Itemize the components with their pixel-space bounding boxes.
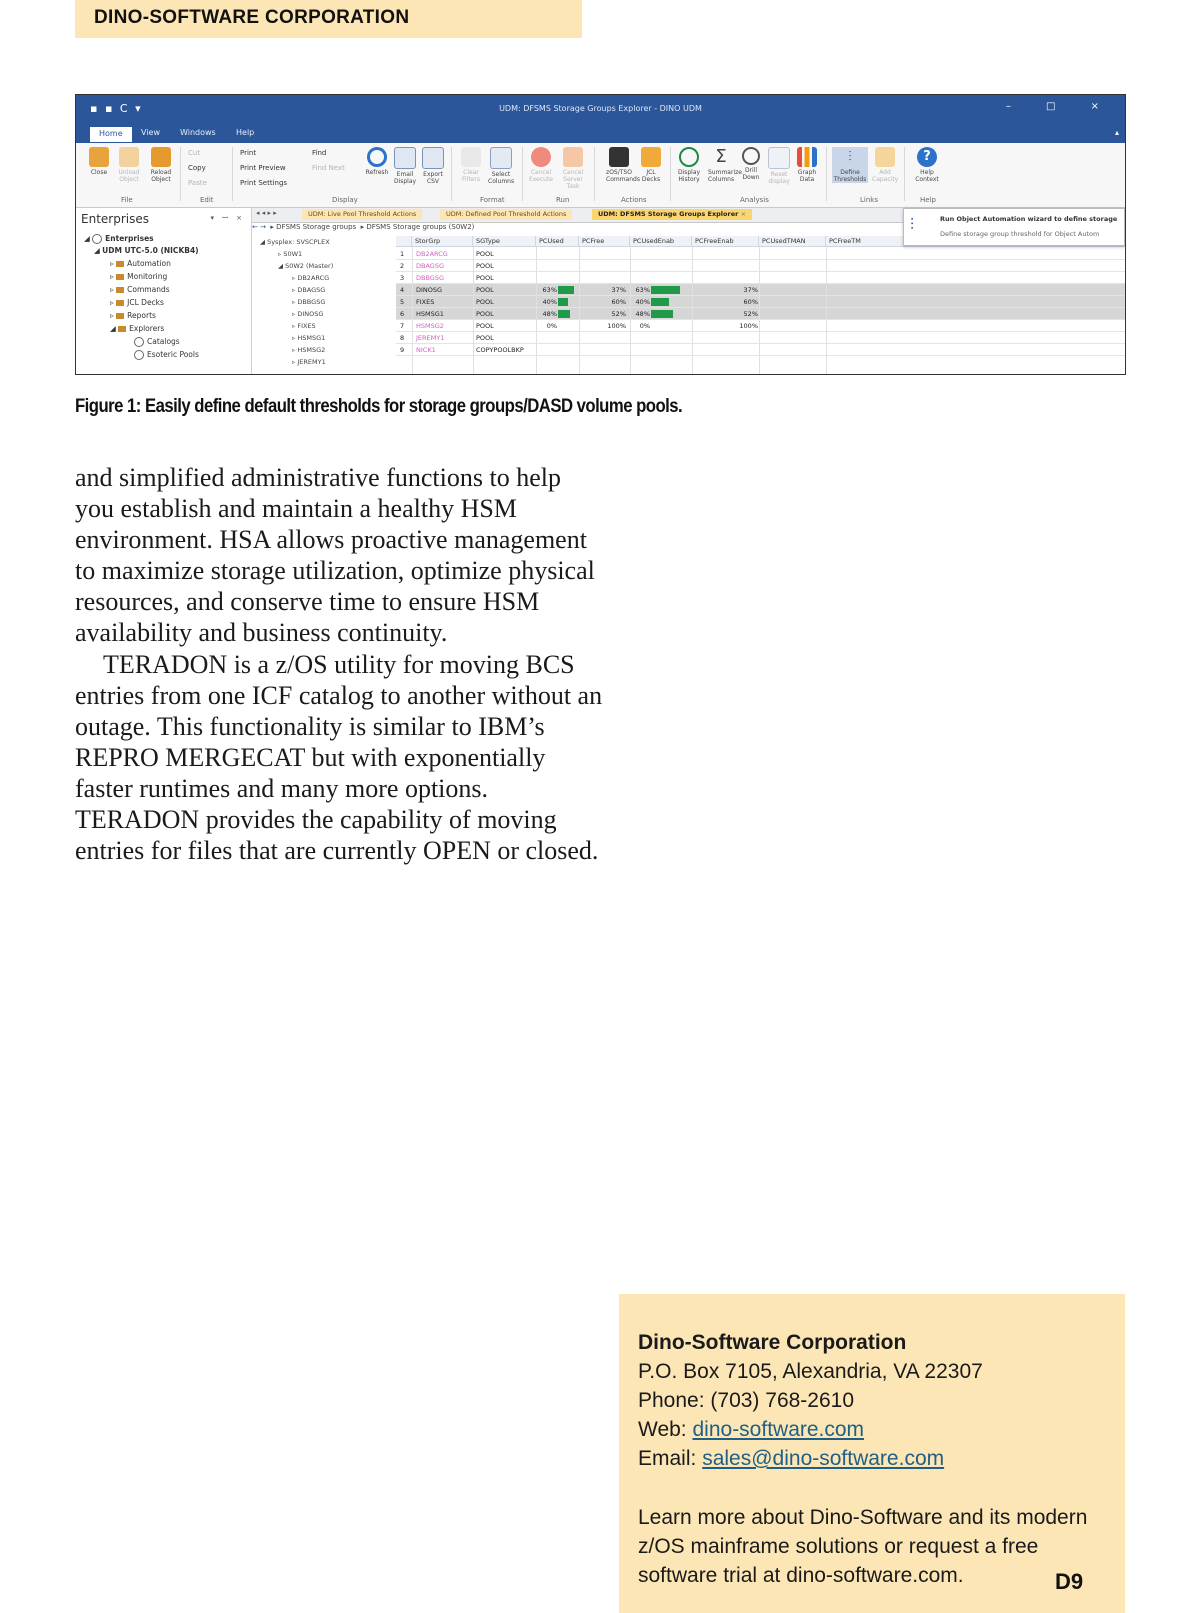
tree-node[interactable]: ▹ FIXES: [292, 322, 316, 330]
cell-storgrp: FIXES: [416, 298, 435, 306]
cell-pcfree: 60%: [611, 298, 626, 306]
row-number: 8: [400, 334, 405, 342]
contact-address: P.O. Box 7105, Alexandria, VA 22307: [638, 1360, 983, 1383]
tab-defined-pool-threshold[interactable]: UDM: Defined Pool Threshold Actions: [440, 209, 572, 220]
pcused-bar: [558, 298, 568, 306]
tree-node[interactable]: ▹ Automation: [110, 259, 171, 268]
grid-line: [630, 247, 631, 374]
cancel-server-task-button[interactable]: Cancel Server Task: [560, 147, 586, 190]
row-number: 5: [400, 298, 405, 306]
menu-bar: [76, 125, 1125, 143]
cell-storgrp: DBAGSG: [416, 262, 444, 270]
sigma-icon: Σ: [715, 146, 727, 167]
table-row[interactable]: [396, 260, 1125, 272]
divider: [826, 147, 827, 201]
divider: [451, 147, 452, 201]
cell-sgtype: POOL: [476, 262, 494, 270]
jcl-decks-button[interactable]: JCL Decks: [638, 147, 664, 183]
reload-icon: [151, 147, 171, 167]
tab-nav-arrows[interactable]: ◂ ◂ ▸ ▸: [256, 209, 277, 217]
reload-object-button[interactable]: Reload Object: [148, 147, 174, 183]
tree-node[interactable]: ▹ Commands: [110, 285, 170, 294]
graph-data-button[interactable]: Graph Data: [794, 147, 820, 183]
cell-pcfreeenab: 60%: [743, 298, 758, 306]
email-label: Email:: [638, 1447, 697, 1470]
column-header[interactable]: SGType: [473, 236, 536, 247]
row-number: 1: [400, 250, 405, 258]
pane-controls[interactable]: ▾ ꟷ ×: [210, 214, 245, 222]
tab-storage-groups-explorer[interactable]: UDM: DFSMS Storage Groups Explorer ×: [592, 209, 752, 220]
tree-node[interactable]: ▹ DBBGSG: [292, 298, 326, 306]
web-label: Web:: [638, 1418, 687, 1441]
export-icon: [422, 147, 444, 169]
figure-screenshot: [75, 94, 1126, 375]
zoom-icon: [742, 147, 760, 165]
sliders-icon: ⫶: [848, 149, 852, 165]
group-label-actions: Actions: [621, 196, 647, 204]
pcused-bar: [558, 286, 574, 294]
row-number: 7: [400, 322, 405, 330]
cell-sgtype: POOL: [476, 310, 494, 318]
tree-node[interactable]: ◢ Sysplex: SVSCPLEX: [260, 238, 330, 246]
window-titlebar: [76, 95, 1125, 125]
grid-line: [759, 247, 760, 374]
add-capacity-button[interactable]: Add Capacity: [872, 147, 898, 183]
cell-pcusedenab: 0%: [639, 322, 650, 330]
table-row[interactable]: [396, 272, 1125, 284]
row-number: 3: [400, 274, 405, 282]
group-label-analysis: Analysis: [740, 196, 769, 204]
divider: [594, 147, 595, 201]
cell-sgtype: POOL: [476, 298, 494, 306]
cell-pcused: 0%: [546, 322, 557, 330]
table-row[interactable]: [396, 332, 1125, 344]
breadcrumb-item[interactable]: DFSMS Storage groups: [276, 223, 357, 231]
cell-pcused: 63%: [542, 286, 557, 294]
pcusedenab-bar: [651, 286, 680, 294]
tree-node[interactable]: ▹ DINOSG: [292, 310, 324, 318]
cell-pcfreeenab: 37%: [743, 286, 758, 294]
print-button[interactable]: Print: [240, 149, 257, 157]
folder-icon: [118, 326, 126, 332]
window-controls[interactable]: – □ ×: [1005, 101, 1115, 112]
capacity-icon: [875, 147, 895, 167]
divider: [904, 147, 905, 201]
contact-email-line: [638, 1444, 983, 1473]
tree-node[interactable]: ◢ Explorers: [110, 324, 165, 333]
group-label-edit: Edit: [200, 196, 214, 204]
contact-company: Dino-Software Corporation: [638, 1331, 907, 1354]
pcusedenab-bar: [651, 298, 669, 306]
cell-storgrp: DB2ARCG: [416, 250, 448, 258]
tab-home[interactable]: Home: [90, 127, 132, 142]
cell-sgtype: POOL: [476, 286, 494, 294]
cell-sgtype: COPYPOOLBKP: [476, 346, 524, 354]
tree-node[interactable]: ◢ Enterprises: [84, 234, 154, 243]
grid-line: [412, 247, 413, 374]
tooltip-description: Define storage group threshold for Object Autom: [940, 230, 1100, 238]
column-header[interactable]: PCFreeTM: [826, 236, 1125, 247]
cell-storgrp: JEREMY1: [416, 334, 445, 342]
header-band: [75, 0, 582, 38]
article-body: [75, 462, 605, 866]
copy-button[interactable]: Copy: [188, 164, 206, 172]
phone-label: Phone:: [638, 1389, 705, 1412]
cell-storgrp: NICK1: [416, 346, 436, 354]
columns-icon: [490, 147, 512, 169]
web-link[interactable]: dino-software.com: [692, 1418, 865, 1441]
column-header[interactable]: StorGrp: [412, 236, 473, 247]
print-preview-button[interactable]: Print Preview: [240, 164, 286, 172]
back-forward-icon[interactable]: ← →: [252, 223, 266, 231]
tree-node[interactable]: ◢ UDM UTC-5.0 (NICKB4): [94, 246, 199, 255]
collapse-ribbon-icon[interactable]: ▴: [1114, 128, 1119, 137]
pcusedenab-bar: [651, 310, 673, 318]
divider: [232, 147, 233, 201]
folder-icon: [116, 300, 124, 306]
help-icon: ?: [917, 147, 937, 167]
cell-pcfreeenab: 100%: [739, 322, 758, 330]
column-header[interactable]: PCUsed: [536, 236, 579, 247]
export-csv-button[interactable]: Export CSV: [420, 147, 446, 185]
cell-sgtype: POOL: [476, 334, 494, 342]
quick-access-toolbar[interactable]: ▪ ▪ C ▾: [90, 102, 143, 115]
cancel-task-icon: [563, 147, 583, 167]
column-header[interactable]: PCFreeEnab: [692, 236, 759, 247]
window-title: UDM: DFSMS Storage Groups Explorer - DINO UDM: [499, 104, 702, 113]
tab-windows[interactable]: Windows: [180, 128, 216, 137]
contact-web-line: [638, 1415, 983, 1444]
cell-sgtype: POOL: [476, 322, 494, 330]
folder-icon: [116, 261, 124, 267]
close-folder-icon: [89, 147, 109, 167]
display-history-button[interactable]: Display History: [676, 147, 702, 183]
find-next-button[interactable]: Find Next: [312, 164, 345, 172]
cancel-icon: [531, 147, 551, 167]
cell-storgrp: HSMSG1: [416, 310, 444, 318]
folder-icon: [116, 313, 124, 319]
paste-button[interactable]: Paste: [188, 179, 207, 187]
cell-storgrp: DINOSG: [416, 286, 443, 294]
select-columns-button[interactable]: Select Columns: [488, 147, 514, 185]
history-icon: [679, 147, 699, 167]
divider: [180, 147, 181, 201]
zos-tso-commands-button[interactable]: zOS/TSO Commands: [606, 147, 632, 183]
breadcrumb-item[interactable]: DFSMS Storage groups (S0W2): [366, 223, 475, 231]
pcused-bar: [558, 310, 570, 318]
column-header[interactable]: PCFree: [579, 236, 630, 247]
row-number: 9: [400, 346, 405, 354]
row-number: 6: [400, 310, 405, 318]
folder-icon: [116, 287, 124, 293]
row-number: 4: [400, 286, 405, 294]
globe-icon: [134, 337, 144, 347]
grid-line: [826, 247, 827, 374]
storage-group-tree: [252, 236, 394, 374]
tree-node[interactable]: ▹ DBAGSG: [292, 286, 326, 294]
table-row[interactable]: [396, 296, 1125, 308]
table-row[interactable]: [396, 248, 1125, 260]
cell-sgtype: POOL: [476, 250, 494, 258]
sliders-icon: ⫶: [910, 215, 915, 234]
tab-live-pool-threshold[interactable]: UDM: Live Pool Threshold Actions: [302, 209, 422, 220]
company-header: DINO-SOFTWARE CORPORATION: [94, 7, 410, 28]
divider: [670, 147, 671, 201]
print-settings-button[interactable]: Print Settings: [240, 179, 288, 187]
help-context-button[interactable]: ? Help Context: [915, 149, 939, 183]
email-display-button[interactable]: Email Display: [392, 147, 418, 185]
terminal-icon: [609, 147, 629, 167]
refresh-icon: [367, 147, 387, 167]
cell-storgrp: HSMSG2: [416, 322, 444, 330]
cell-pcusedenab: 40%: [635, 298, 650, 306]
tree-node[interactable]: ▹ JCL Decks: [110, 298, 164, 307]
tree-node[interactable]: ▹ JEREMY1: [292, 358, 326, 366]
phone-number: (703) 768-2610: [710, 1389, 855, 1412]
grid-line: [473, 247, 474, 374]
group-label-links: Links: [860, 196, 878, 204]
ribbon: [76, 143, 1125, 208]
close-tab-icon[interactable]: ×: [740, 210, 747, 218]
grid-line: [536, 247, 537, 374]
cell-pcusedenab: 48%: [635, 310, 650, 318]
paragraph: and simplified administrative functions to help you establish and maintain a healthy HSM environment. HSA allows proactive management to maximize storage utilization, optimize physical resources, and conserve time to ensure HSM availability and business continuity.: [75, 463, 595, 648]
column-header[interactable]: PCUsedEnab: [630, 236, 692, 247]
reset-icon: [768, 147, 790, 169]
cell-pcfree: 52%: [611, 310, 626, 318]
grid-line: [692, 247, 693, 374]
tooltip-title: Run Object Automation wizard to define storage: [940, 215, 1118, 223]
contact-blurb: Learn more about Dino-Software and its modern z/OS mainframe solutions or request a free software trial at dino-software.com.: [638, 1506, 1088, 1587]
contact-box: [619, 1294, 1125, 1613]
tab-help[interactable]: Help: [236, 128, 255, 137]
figure-caption: Figure 1: Easily define default thresholds for storage groups/DASD volume pools.: [75, 396, 683, 417]
unload-icon: [119, 147, 139, 167]
tree-node[interactable]: ▹ HSMSG1: [292, 334, 326, 342]
breadcrumb: ← → ▸ DFSMS Storage groups ▸ DFSMS Storage groups (S0W2): [252, 223, 475, 231]
storage-groups-grid: [396, 236, 1125, 374]
cell-pcused: 48%: [542, 310, 557, 318]
cell-pcfree: 100%: [607, 322, 626, 330]
drill-down-button[interactable]: Drill Down: [738, 147, 764, 181]
bar-chart-icon: [797, 147, 817, 167]
group-label-format: Format: [480, 196, 505, 204]
tab-view[interactable]: View: [141, 128, 160, 137]
cut-button[interactable]: Cut: [188, 149, 201, 157]
table-row[interactable]: [396, 284, 1125, 296]
tree-node[interactable]: ▹ S0W1: [278, 250, 303, 258]
cell-pcfree: 37%: [611, 286, 626, 294]
cell-storgrp: DBBGSG: [416, 274, 445, 282]
cell-pcused: 40%: [542, 298, 557, 306]
table-row[interactable]: [396, 344, 1125, 356]
find-button[interactable]: Find: [312, 149, 327, 157]
tree-node[interactable]: Catalogs: [134, 337, 180, 347]
tree-node[interactable]: ▹ HSMSG2: [292, 346, 326, 354]
group-label-help: Help: [920, 196, 936, 204]
filter-icon: [461, 147, 481, 167]
group-label-run: Run: [556, 196, 570, 204]
group-label-file: File: [121, 196, 133, 204]
row-number-header: [396, 236, 412, 247]
cell-pcusedenab: 63%: [635, 286, 650, 294]
define-thresholds-button[interactable]: ⫶ Define Thresholds: [833, 149, 867, 183]
group-label-display: Display: [332, 196, 358, 204]
define-thresholds-tooltip: [903, 208, 1125, 246]
clear-filters-button[interactable]: Clear Filters: [458, 147, 484, 183]
folder-icon: [116, 274, 124, 280]
row-number: 2: [400, 262, 405, 270]
tree-node[interactable]: ▹ Reports: [110, 311, 156, 320]
refresh-button[interactable]: Refresh: [364, 147, 390, 176]
table-row[interactable]: [396, 320, 1125, 332]
tree-node[interactable]: ◢ S0W2 (Master): [278, 262, 334, 270]
table-row[interactable]: [396, 308, 1125, 320]
globe-icon: [92, 234, 102, 244]
jcl-icon: [641, 147, 661, 167]
contact-phone-line: [638, 1386, 983, 1415]
page-number: D9: [1055, 1569, 1084, 1594]
globe-icon: [134, 350, 144, 360]
cell-sgtype: POOL: [476, 274, 494, 282]
cancel-execute-button[interactable]: Cancel Execute: [528, 147, 554, 183]
enterprises-pane: [76, 208, 252, 374]
tree-node[interactable]: ▹ Monitoring: [110, 272, 168, 281]
tree-node[interactable]: ▹ DB2ARCG: [292, 274, 330, 282]
pane-title: Enterprises: [81, 212, 149, 226]
email-link[interactable]: sales@dino-software.com: [702, 1447, 945, 1470]
column-header[interactable]: PCUsedTMAN: [759, 236, 826, 247]
grid-line: [579, 247, 580, 374]
tree-node[interactable]: Esoteric Pools: [134, 350, 199, 360]
close-button[interactable]: Close: [86, 147, 112, 176]
paragraph: TERADON is a z/OS utility for moving BCS entries from one ICF catalog to another without an outage. This functionality is similar to IBM’s REPRO MERGECAT but with exponentially faster runtimes and many more options. TERADON provides the capability of moving entries for files that are currently OPEN or closed.: [75, 649, 603, 866]
unload-object-button[interactable]: Unload Object: [116, 147, 142, 183]
reset-display-button[interactable]: Reset display: [766, 147, 792, 185]
email-icon: [394, 147, 416, 169]
cell-pcfreeenab: 52%: [743, 310, 758, 318]
summarize-columns-button[interactable]: Σ Summarize Columns: [708, 146, 742, 183]
divider: [522, 147, 523, 201]
